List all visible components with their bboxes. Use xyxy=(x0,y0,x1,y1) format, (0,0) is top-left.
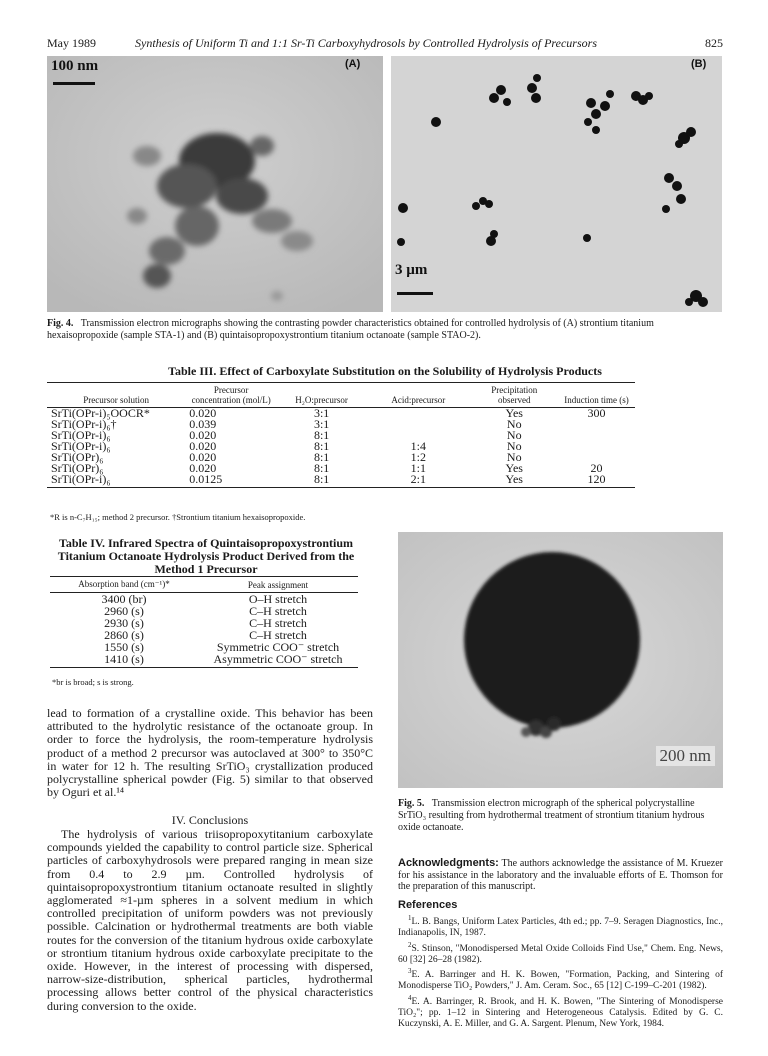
table-row xyxy=(47,430,635,441)
reference-item xyxy=(398,913,723,940)
fig4b-scale-bar xyxy=(397,292,433,295)
table-cell: 20 xyxy=(590,461,603,475)
table3-footnote: *R is n-C₇H₁₅; method 2 precursor. †Strontium titanium hexaisopropoxide. xyxy=(50,512,306,522)
reference-text: E. A. Barringer, R. Brook, and H. K. Bowen, "The Sintering of Monodisperse TiO₂"; pp. 1–12 in Sintering and Heterogeneous Catalysis. Edited by G. C. Kuczynski, A. E. Miller, and G. A. Sargent. Plenum, New York, 1984. xyxy=(398,996,723,1030)
header-title: Synthesis of Uniform Ti and 1:1 Sr-Ti Carboxyhydrosols by Controlled Hydrolysis of Precursors xyxy=(135,36,597,50)
table-cell: Asymmetric COO⁻ stretch xyxy=(198,653,358,668)
reference-text: E. A. Barringer and H. K. Bowen, "Formation, Packing, and Sintering of Monodisperse TiO₂ Powders," J. Am. Ceram. Soc., 65 [12] C-199–C-201 (1982). xyxy=(398,970,723,992)
table-cell: No xyxy=(506,417,522,431)
table4-title: Table IV. Infrared Spectra of Quintaisopropoxystrontium Titanium Octanoate Hydrolysis Product Derived from the Method 1 Precursor xyxy=(57,536,355,576)
table-cell xyxy=(366,408,470,420)
table-cell: SrTi(OPr-i)₆ xyxy=(51,439,111,453)
table-cell: C–H stretch xyxy=(249,616,307,630)
table-cell: 300 xyxy=(587,406,606,420)
table-cell: 8:1 xyxy=(313,450,330,464)
table-row xyxy=(47,452,635,463)
table-cell xyxy=(558,419,635,430)
table-row xyxy=(47,463,635,474)
table-cell: 8:1 xyxy=(313,461,330,475)
table-cell: Yes xyxy=(471,474,558,488)
reference-number: 1 xyxy=(408,914,412,922)
table-cell: 1:2 xyxy=(410,450,426,464)
references-list xyxy=(398,913,723,1030)
table-cell: 0.039 xyxy=(189,417,217,431)
table3-header: Precursor solution xyxy=(47,383,185,408)
table-cell: 1410 (s) xyxy=(50,653,198,668)
reference-number: 3 xyxy=(408,967,412,976)
table-cell: 0.020 xyxy=(189,450,217,464)
table-cell: No xyxy=(506,450,522,464)
table-cell: 1:1 xyxy=(410,461,426,475)
table-cell: 2:1 xyxy=(366,474,470,488)
fig4b-panel-label: (B) xyxy=(691,58,707,70)
fig4a-micrograph xyxy=(47,56,383,312)
table-cell: 8:1 xyxy=(277,474,366,488)
table-cell: 3400 (br) xyxy=(101,592,147,606)
table-cell: 0.020 xyxy=(189,428,217,442)
table-cell: 1:4 xyxy=(410,439,426,453)
table-cell: C–H stretch xyxy=(249,628,307,642)
table-cell: 2960 (s) xyxy=(104,604,144,618)
table-cell: SrTi(OPr-i)₆ xyxy=(47,474,185,488)
fig4-caption-text: Transmission electron micrographs showing the contrasting powder characteristics obtained for controlled hydrolysis of (A) strontium titanium hexaisopropoxide (sample STA-1) and (B) quintaisopropoxystrontium titanium octanoate (sample STAO-2). xyxy=(47,318,654,341)
table4-header: Absorption band (cm⁻¹)* xyxy=(50,577,198,593)
table3-header: Induction time (s) xyxy=(558,383,635,408)
reference-number: 2 xyxy=(408,940,412,949)
reference-text: L. B. Bangs, Uniform Latex Particles, 4th ed.; pp. 7–9. Seragen Diagnostics, Inc., Indianapolis, IN, 1987. xyxy=(398,917,723,939)
references-heading: References xyxy=(398,899,458,911)
fig5-caption xyxy=(398,798,723,834)
table4-header: Peak assignment xyxy=(198,577,358,593)
header-page-number: 825 xyxy=(705,36,723,50)
table-cell: No xyxy=(506,439,522,453)
body-paragraph: The hydrolysis of various triisopropoxytitanium carboxylate compounds yielded the capability to control particle size. Spherical particles of carboxyhydrosols were prepared ranging in mean size from 0.4 to 2.9 µm. Controlled hydrolysis of quintaisopropoxystrontium titanium octanoate resulted in slightly agglomerated ≈1-µm spheres in a solvent medium in which controlled precipitation of uniform powders was not previously possible. Calcination or hydrothermal treatments are both viable routes for the conversion of the titanium hydrous oxide carboxylate or strontium titanium hydrous oxide carboxylate precipitate to the oxide. However, in the interest of processing with dispersed, narrow-size-distribution, spherical particles, hydrothermal processing allows better control of the physical characteristics during conversion to the oxide. xyxy=(47,827,373,1013)
fig4b-scale-label: 3 µm xyxy=(395,262,428,278)
table-row xyxy=(50,593,358,606)
table-cell: O–H stretch xyxy=(248,592,308,606)
table-cell: Yes xyxy=(505,406,523,420)
table-cell: SrTi(OPr)₆ xyxy=(51,461,104,475)
table-cell: 0.020 xyxy=(189,439,217,453)
fig5-scale-label: 200 nm xyxy=(656,746,715,766)
table-cell: Symmetric COO⁻ stretch xyxy=(216,640,340,654)
table4-footnote: *br is broad; s is strong. xyxy=(52,677,134,687)
table-cell: 120 xyxy=(558,474,635,488)
reference-number: 4 xyxy=(408,993,412,1002)
table-cell: C–H stretch xyxy=(249,604,307,618)
fig5-caption-label: Fig. 5. xyxy=(398,798,425,809)
fig4a-scale-label: 100 nm xyxy=(51,58,99,74)
table4 xyxy=(50,576,358,668)
table-cell: 2860 (s) xyxy=(104,628,144,642)
table-cell: SrTi(OPr-i)₆ xyxy=(51,428,111,442)
table-cell: 2930 (s) xyxy=(104,616,144,630)
table-row xyxy=(47,408,635,420)
table3-header: Acid:precursor xyxy=(366,383,470,408)
table-cell: Yes xyxy=(505,461,523,475)
table-cell: 0.020 xyxy=(189,461,217,475)
table-cell: 3:1 xyxy=(313,417,330,431)
table3-header: Precipitation observed xyxy=(471,383,558,408)
table-row xyxy=(47,441,635,452)
fig5-caption-text: Transmission electron micrograph of the spherical polycrystalline SrTiO₃ resulting from hydrothermal treatment of strontium titanium hydrous oxide octanoate. xyxy=(398,798,705,833)
fig4-caption xyxy=(47,318,723,342)
fig4-panel-a xyxy=(47,56,383,312)
table-row xyxy=(50,605,358,617)
section-heading-conclusions: IV. Conclusions xyxy=(171,813,249,827)
table-cell: No xyxy=(506,428,522,442)
table-cell: 1550 (s) xyxy=(104,640,144,654)
table-cell: SrTi(OPr)₆ xyxy=(51,450,104,464)
table3-header: Precursor concentration (mol/L) xyxy=(185,383,277,408)
table-cell xyxy=(366,419,470,430)
reference-item xyxy=(398,993,723,1031)
reference-text: S. Stinson, "Monodispersed Metal Oxide Colloids Find Use," Chem. Eng. News, 60 [32] 26–28 (1982). xyxy=(398,943,723,965)
fig4a-panel-label: (A) xyxy=(345,58,361,70)
table-cell: 8:1 xyxy=(313,439,330,453)
acknowledgments xyxy=(398,858,723,893)
fig4a-scale-bar xyxy=(53,82,95,85)
fig4-caption-label: Fig. 4. xyxy=(47,318,74,329)
running-header xyxy=(47,36,723,52)
table-row xyxy=(47,419,635,430)
fig4-panel-b xyxy=(391,56,722,312)
table3-header: H₂O:precursor xyxy=(277,383,366,408)
table3 xyxy=(47,382,635,488)
reference-item xyxy=(398,940,723,967)
table-cell: SrTi(OPr-i)₆† xyxy=(51,417,117,431)
table3-title: Table III. Effect of Carboxylate Substitution on the Solubility of Hydrolysis Products xyxy=(168,364,602,378)
table-row xyxy=(47,474,635,488)
table-row xyxy=(50,617,358,629)
fig5-micrograph-panel xyxy=(398,532,723,788)
table-cell xyxy=(558,441,635,452)
header-date: May 1989 xyxy=(47,36,96,50)
table-cell: 8:1 xyxy=(313,428,330,442)
acknowledgments-text: The authors acknowledge the assistance of M. Kruezer for his assistance in the laboratory and the invaluable efforts of E. Thomson for the preparation of this manuscript. xyxy=(398,858,723,892)
table-row xyxy=(50,653,358,668)
table-cell: 3:1 xyxy=(313,406,330,420)
table-cell: 0.020 xyxy=(189,406,217,420)
table-cell xyxy=(558,430,635,441)
body-paragraph: lead to formation of a crystalline oxide. This behavior has been attributed to the hydrolytic resistance of the octanoate group. In order to force the hydrolysis, the room-temperature hydrolysis product of a method 2 precursor was autoclaved at 300° to 350°C in water for 12 h. The resulting SrTiO₃ crystallization produced polycrystalline spherical powder (Fig. 5) similar to that observed by Oguri et al.¹⁴ xyxy=(47,706,373,800)
acknowledgments-label: Acknowledgments: xyxy=(398,857,499,869)
reference-item xyxy=(398,966,723,993)
fig4b-micrograph xyxy=(391,56,722,312)
table-cell: 0.0125 xyxy=(185,474,277,488)
table-cell: SrTi(OPr-i)₅OOCR* xyxy=(51,406,150,420)
